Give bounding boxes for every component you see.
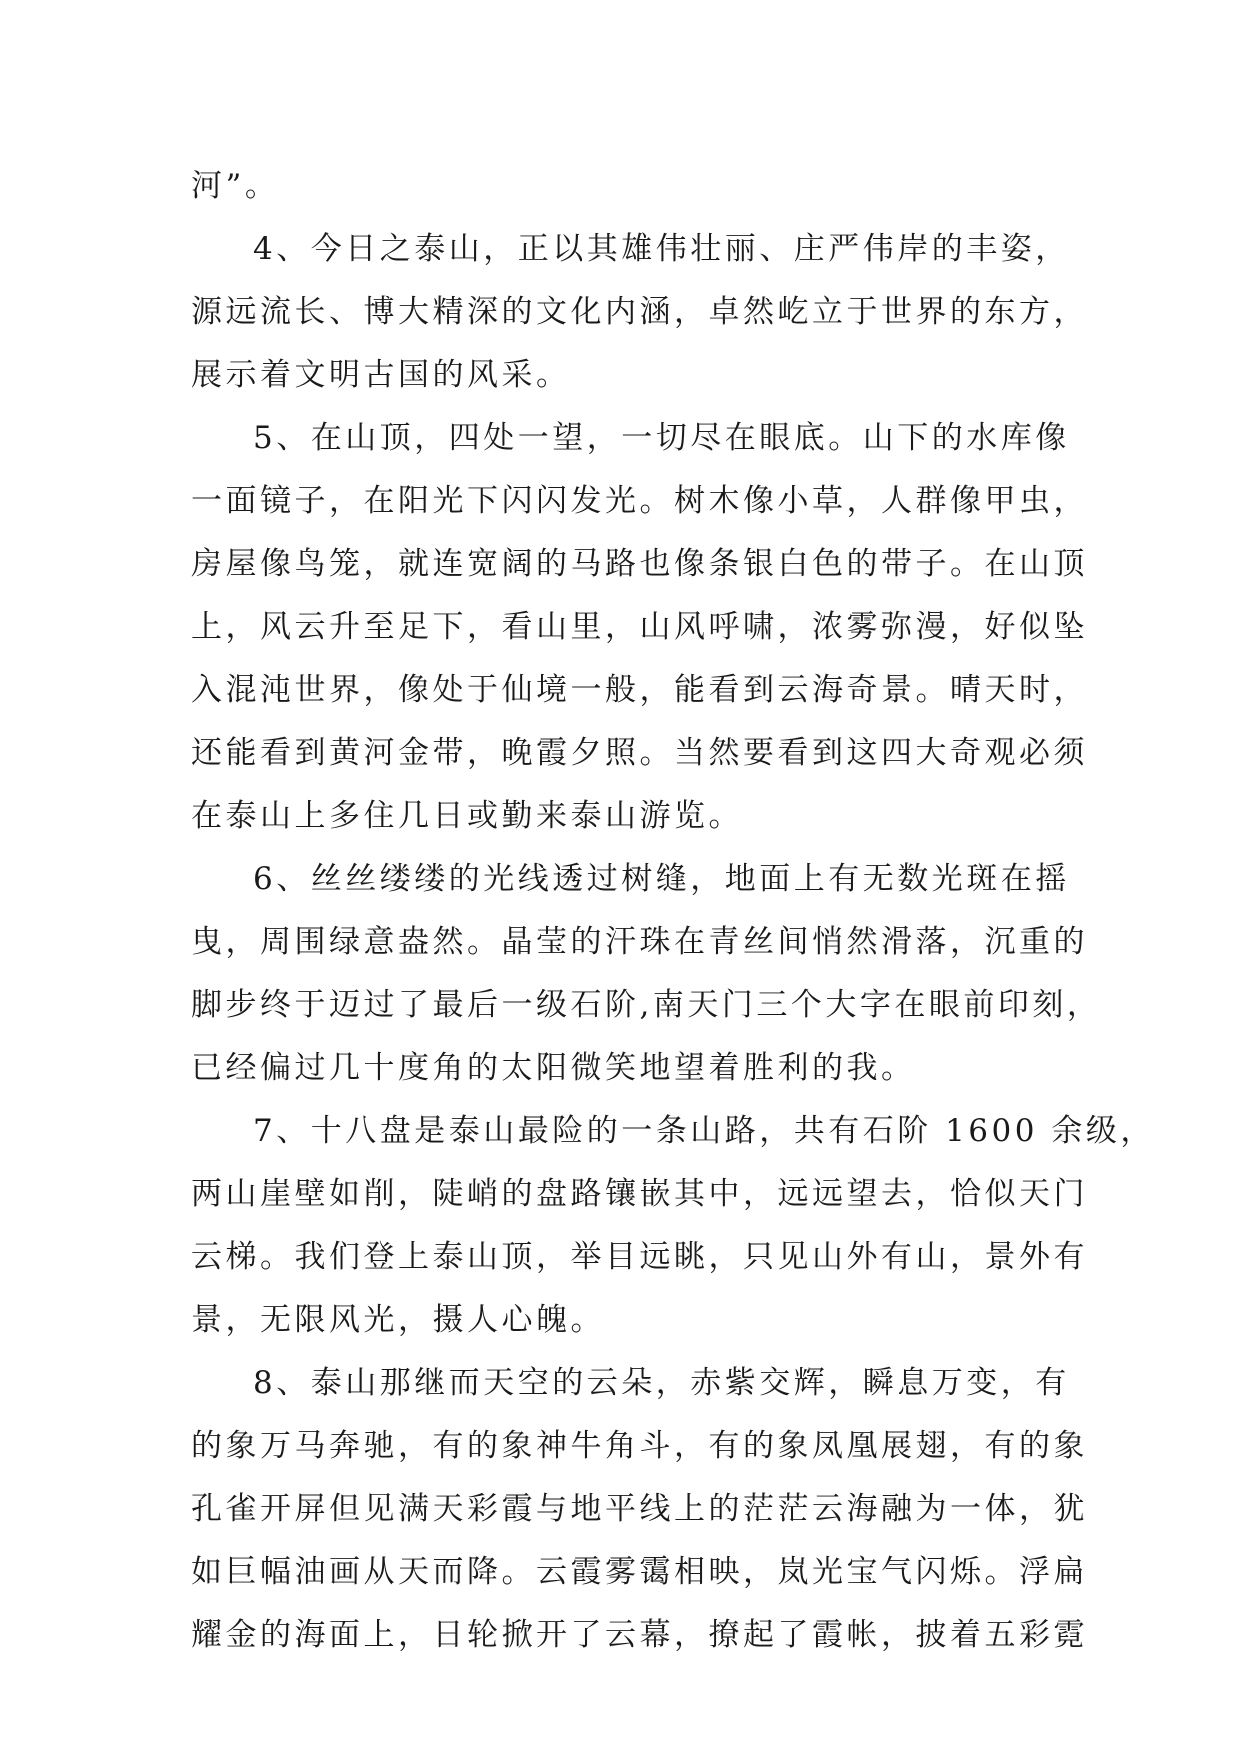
paragraph-4-line: 4、今日之泰山，正以其雄伟壮丽、庄严伟岸的丰姿， bbox=[253, 231, 1070, 267]
text-line: 还能看到黄河金带，晚霞夕照。当然要看到这四大奇观必须 bbox=[191, 735, 1088, 771]
text-line: 的象万马奔驰，有的象神牛角斗，有的象凤凰展翅，有的象 bbox=[191, 1428, 1088, 1464]
text-line: 上，风云升至足下，看山里，山风呼啸，浓雾弥漫，好似坠 bbox=[191, 609, 1088, 645]
text-line: 如巨幅油画从天而降。云霞雾霭相映，岚光宝气闪烁。浮扁 bbox=[191, 1554, 1088, 1590]
paragraph-8-line: 8、泰山那继而天空的云朵，赤紫交辉，瞬息万变，有 bbox=[253, 1365, 1070, 1401]
text-line: 在泰山上多住几日或勤来泰山游览。 bbox=[191, 798, 743, 834]
text-line: 展示着文明古国的风采。 bbox=[191, 357, 571, 393]
text-line: 房屋像鸟笼，就连宽阔的马路也像条银白色的带子。在山顶 bbox=[191, 546, 1088, 582]
text-line: 脚步终于迈过了最后一级石阶,南天门三个大字在眼前印刻， bbox=[191, 987, 1102, 1023]
text-line: 曳，周围绿意盎然。晶莹的汗珠在青丝间悄然滑落，沉重的 bbox=[191, 924, 1088, 960]
text-line: 源远流长、博大精深的文化内涵，卓然屹立于世界的东方， bbox=[191, 294, 1088, 330]
paragraph-5-line: 5、在山顶，四处一望，一切尽在眼底。山下的水库像 bbox=[253, 420, 1070, 456]
text-line: 入混沌世界，像处于仙境一般，能看到云海奇景。晴天时， bbox=[191, 672, 1088, 708]
text-line: 河”。 bbox=[191, 168, 280, 204]
paragraph-7-line: 7、十八盘是泰山最险的一条山路，共有石阶 1600 余级， bbox=[253, 1113, 1155, 1149]
text-line: 一面镜子，在阳光下闪闪发光。树木像小草，人群像甲虫， bbox=[191, 483, 1088, 519]
text-line: 耀金的海面上，日轮掀开了云幕，撩起了霞帐，披着五彩霓 bbox=[191, 1617, 1088, 1653]
document-body bbox=[191, 155, 1155, 1667]
text-line: 孔雀开屏但见满天彩霞与地平线上的茫茫云海融为一体，犹 bbox=[191, 1491, 1088, 1527]
paragraph-6-line: 6、丝丝缕缕的光线透过树缝，地面上有无数光斑在摇 bbox=[253, 861, 1070, 897]
text-line: 景，无限风光，摄人心魄。 bbox=[191, 1302, 605, 1338]
text-line: 已经偏过几十度角的太阳微笑地望着胜利的我。 bbox=[191, 1050, 916, 1086]
text-line: 两山崖壁如削，陡峭的盘路镶嵌其中，远远望去，恰似天门 bbox=[191, 1176, 1088, 1212]
text-line: 云梯。我们登上泰山顶，举目远眺，只见山外有山，景外有 bbox=[191, 1239, 1088, 1275]
